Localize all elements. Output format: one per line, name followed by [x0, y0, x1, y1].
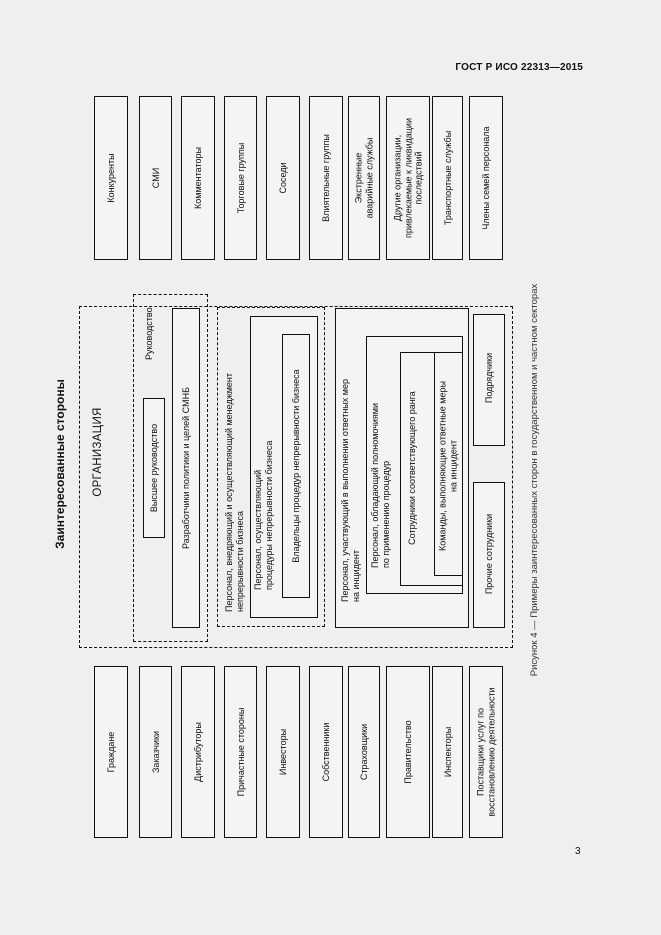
bottom-stakeholder-label: Инспекторы [442, 726, 453, 778]
contractors-label: Подрядчики [483, 352, 494, 404]
top-stakeholder-label: Конкуренты [105, 153, 116, 203]
bottom-stakeholder-label: Собственники [320, 722, 331, 782]
top-stakeholder-label: Комментаторы [192, 147, 203, 209]
bc-staff-label: Персонал, внедряющий и осуществляющий менеджмент непрерывности бизнеса [224, 372, 245, 612]
authorized-staff-label: Персонал, обладающий полномочиями по применению процедур [370, 402, 391, 568]
incident-staff-label: Персонал, участвующий в выполнении ответных мер на инцидент [340, 379, 361, 602]
bottom-stakeholder-label: Заказчики [150, 731, 161, 773]
bottom-stakeholder-label: Причастные стороны [235, 707, 246, 797]
figure-caption: Рисунок 4 — Примеры заинтересованных сторон в государственном и частном секторах [528, 283, 540, 677]
top-stakeholder-label: Другие организации, привлекаемые к ликвидации последствий [392, 118, 424, 238]
bottom-stakeholder-label: Граждане [105, 731, 116, 773]
top-stakeholder-label: Экстренные аварийные службы [353, 137, 374, 219]
bottom-stakeholder-label: Поставщики услуг по восстановлению деятельности [475, 687, 496, 817]
top-stakeholder-label: Члены семей персонала [480, 126, 491, 230]
diagram-title: Заинтересованные стороны [52, 379, 67, 549]
top-stakeholder-label: СМИ [150, 167, 161, 189]
top-management-label: Высшее руководство [148, 423, 159, 513]
top-stakeholder-label: Транспортные службы [442, 130, 453, 226]
standard-header: ГОСТ Р ИСО 22313—2015 [455, 62, 583, 73]
bottom-stakeholder-label: Страховщики [358, 723, 369, 781]
bc-owners-label: Владельцы процедур непрерывности бизнеса [290, 369, 301, 563]
response-teams-label: Команды, выполняющие ответные меры на инцидент [437, 381, 458, 551]
top-stakeholder-label: Соседи [277, 162, 288, 194]
leadership-label: Руководство [144, 307, 154, 360]
policy-developers-label: Разработчики политики и целей СМНБ [180, 387, 191, 549]
rank-staff-label: Сотрудники соответствующего ранга [406, 391, 417, 545]
top-stakeholder-label: Влиятельные группы [320, 134, 331, 222]
bc-procedures-staff-label: Персонал, осуществляющий процедуры непрерывности бизнеса [253, 440, 274, 590]
page-number: 3 [575, 846, 581, 857]
top-stakeholder-label: Торговые группы [235, 142, 246, 214]
other-staff-label: Прочие сотрудники [483, 513, 494, 595]
bottom-stakeholder-label: Дистрибуторы [192, 722, 203, 782]
organization-label: ОРГАНИЗАЦИЯ [91, 407, 104, 497]
bottom-stakeholder-label: Инвесторы [277, 728, 288, 776]
bottom-stakeholder-label: Правительство [402, 720, 413, 784]
